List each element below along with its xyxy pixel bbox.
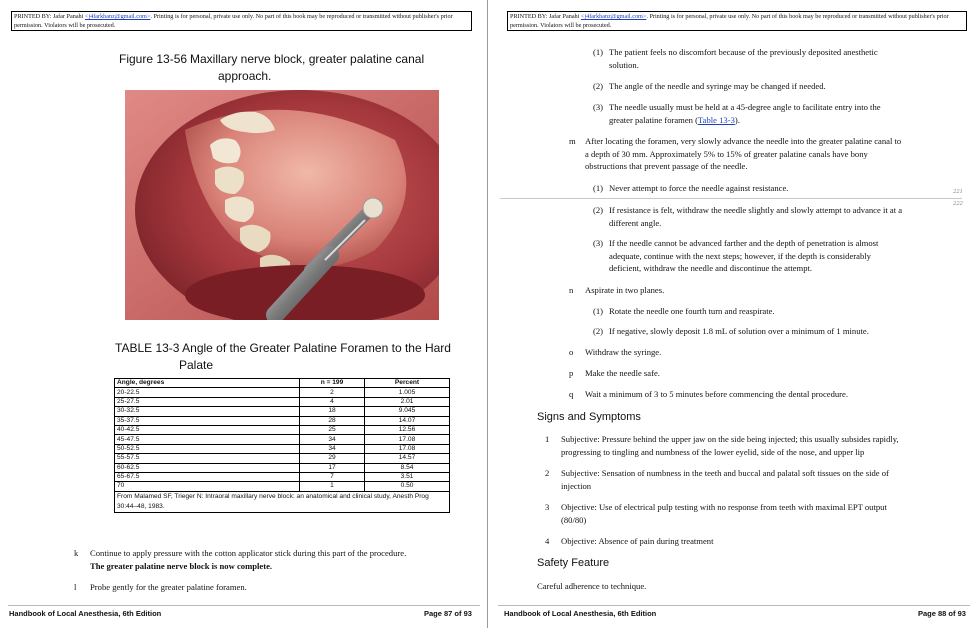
- figure-caption: [119, 51, 449, 85]
- table-row: [115, 425, 450, 434]
- table-cell: 14.07: [365, 416, 450, 425]
- table-cell: 40-42.5: [115, 425, 300, 434]
- step-k: [74, 547, 474, 572]
- table-cell: 0.50: [365, 482, 450, 491]
- print-notice-header: PRINTED BY: Jafar Panahi <j4farkhanz@gmail.com>. Printing is for personal, private use only. No part of this book may be reproduced or transmitted without publisher's prior permission. Violators will be prosecuted.: [507, 11, 967, 31]
- table-cell: 1: [300, 482, 365, 491]
- step-k-text: Continue to apply pressure with the cotton applicator stick during this part of the procedure.: [90, 548, 407, 558]
- footer-title: Handbook of Local Anesthesia, 6th Edition: [9, 609, 162, 618]
- table-cell: 25-27.5: [115, 397, 300, 406]
- print-page-221: 221: [953, 188, 963, 195]
- table-note: From Malamed SF, Trieger N: Intraoral maxillary nerve block: an anatomical and clinical study, Anesth Prog 30:44–48, 1983.: [115, 491, 450, 512]
- table-cell: 2.01: [365, 397, 450, 406]
- step-l: [74, 581, 474, 594]
- table-cell: 45-47.5: [115, 435, 300, 444]
- sign-2: 2 Subjective: Sensation of numbness in the teeth and buccal and palatal soft tissues on the side of injection: [545, 468, 889, 491]
- column-header: Percent: [365, 379, 450, 388]
- table-row: [115, 388, 450, 397]
- table-cell: 17.08: [365, 444, 450, 453]
- table-header-row: [115, 379, 450, 388]
- table-row: [115, 463, 450, 472]
- step-n: n Aspirate in two planes.: [569, 285, 665, 295]
- column-header: n = 199: [300, 379, 365, 388]
- table-cell: 65-67.5: [115, 472, 300, 481]
- table-cell: 34: [300, 444, 365, 453]
- table-cell: 1.005: [365, 388, 450, 397]
- step-k-bold: The greater palatine nerve block is now complete.: [90, 560, 273, 571]
- step-marker: k: [74, 548, 79, 558]
- page-divider: [487, 0, 488, 628]
- item-i2: (2) The angle of the needle and syringe may be changed if needed.: [593, 81, 826, 91]
- table-cell: 12.56: [365, 425, 450, 434]
- table-cell: 3.51: [365, 472, 450, 481]
- email-link[interactable]: <j4farkhanz@gmail.com>: [580, 13, 647, 20]
- item-n2: (2) If negative, slowly deposit 1.8 mL of solution over a minimum of 1 minute.: [593, 326, 869, 336]
- table-title-line2: Palate: [179, 358, 214, 372]
- step-q: q Wait a minimum of 3 to 5 minutes before commencing the dental procedure.: [569, 389, 849, 399]
- column-header: Angle, degrees: [115, 379, 300, 388]
- footer-page-number: Page 88 of 93: [918, 609, 966, 618]
- step-marker: l: [74, 582, 77, 592]
- table-cell: 30-32.5: [115, 407, 300, 416]
- table-cell: 17.08: [365, 435, 450, 444]
- table-cell: 60-62.5: [115, 463, 300, 472]
- item-m2: (2) If resistance is felt, withdraw the needle slightly and slowly attempt to advance it at a different angle.: [593, 205, 903, 228]
- item-m3: (3) If the needle cannot be advanced farther and the depth of penetration is almost adequate, continue with the next steps; however, if the depth is considerably deficient, withdraw the needle and discontinue the attempt.: [593, 238, 879, 274]
- table-row: [115, 435, 450, 444]
- sign-1: 1 Subjective: Pressure behind the upper jaw on the side being injected; this usually subsides rapidly, progressing to tingling and numbness of the lower eyelid, side of the nose, and upper lip: [545, 434, 899, 457]
- figure-label: Figure 13-56: [119, 52, 188, 66]
- left-page: [0, 0, 487, 628]
- table-row: [115, 482, 450, 491]
- table-title: [115, 340, 460, 374]
- table-row: [115, 397, 450, 406]
- print-page-222: 222: [953, 200, 963, 207]
- safety-text: Careful adherence to technique.: [537, 581, 647, 591]
- footer-title: Handbook of Local Anesthesia, 6th Edition: [504, 609, 657, 618]
- table-13-3-link[interactable]: Table 13-3: [698, 114, 735, 125]
- table-cell: 70: [115, 482, 300, 491]
- table-cell: 28: [300, 416, 365, 425]
- right-page: [490, 0, 977, 628]
- table-cell: 18: [300, 407, 365, 416]
- mouth-photo: [125, 90, 439, 320]
- table-cell: 25: [300, 425, 365, 434]
- email-link[interactable]: <j4farkhanz@gmail.com>: [84, 13, 151, 20]
- step-m: m After locating the foramen, very slowly advance the needle into the greater palatine canal to a depth of 30 mm. Approximately 5% to 15% of greater palatine canals have bony obstructions that prevent passage of the needle.: [569, 136, 902, 172]
- footer-divider: [8, 605, 480, 606]
- footer-page-number: Page 87 of 93: [424, 609, 472, 618]
- table-note-row: [115, 491, 450, 512]
- figure-title-line1: Maxillary nerve block, greater palatine canal: [190, 52, 425, 66]
- step-o: o Withdraw the syringe.: [569, 347, 662, 357]
- table-cell: 4: [300, 397, 365, 406]
- table-cell: 2: [300, 388, 365, 397]
- print-page-break: [500, 198, 962, 199]
- print-notice-header: PRINTED BY: Jafar Panahi <j4farkhanz@gmail.com>. Printing is for personal, private use only. No part of this book may be reproduced or transmitted without publisher's prior permission. Violators will be prosecuted.: [11, 11, 472, 31]
- item-i3: (3) The needle usually must be held at a 45-degree angle to facilitate entry into the greater palatine foramen (Table 13-3).: [593, 102, 881, 125]
- table-cell: 7: [300, 472, 365, 481]
- table-row: [115, 416, 450, 425]
- table-cell: 9.045: [365, 407, 450, 416]
- safety-heading: Safety Feature: [537, 557, 610, 569]
- table-cell: 20-22.5: [115, 388, 300, 397]
- step-p: p Make the needle safe.: [569, 368, 660, 378]
- step-l-text: Probe gently for the greater palatine foramen.: [90, 582, 247, 592]
- table-cell: 55-57.5: [115, 454, 300, 463]
- table-cell: 35-37.5: [115, 416, 300, 425]
- figure-title-line2: approach.: [218, 69, 272, 83]
- item-n1: (1) Rotate the needle one fourth turn and reaspirate.: [593, 306, 775, 316]
- table-cell: 34: [300, 435, 365, 444]
- sign-4: 4 Objective: Absence of pain during treatment: [545, 536, 714, 546]
- footer-divider: [498, 605, 970, 606]
- table-title-line1: Angle of the Greater Palatine Foramen to the Hard: [182, 341, 451, 355]
- item-i1: (1) The patient feels no discomfort because of the previously deposited anesthetic solution.: [593, 47, 878, 70]
- sign-3: 3 Objective: Use of electrical pulp testing with no response from teeth with maximal EPT output (80/80): [545, 502, 887, 525]
- signs-heading: Signs and Symptoms: [537, 411, 641, 423]
- table-row: [115, 454, 450, 463]
- table-cell: 14.57: [365, 454, 450, 463]
- table-row: [115, 407, 450, 416]
- table-cell: 29: [300, 454, 365, 463]
- item-m1: (1) Never attempt to force the needle against resistance.: [593, 183, 789, 193]
- table-cell: 50-52.5: [115, 444, 300, 453]
- table-cell: 17: [300, 463, 365, 472]
- table-label: TABLE 13-3: [115, 341, 180, 355]
- table-row: [115, 472, 450, 481]
- angle-table: [114, 378, 450, 513]
- table-row: [115, 444, 450, 453]
- table-cell: 8.54: [365, 463, 450, 472]
